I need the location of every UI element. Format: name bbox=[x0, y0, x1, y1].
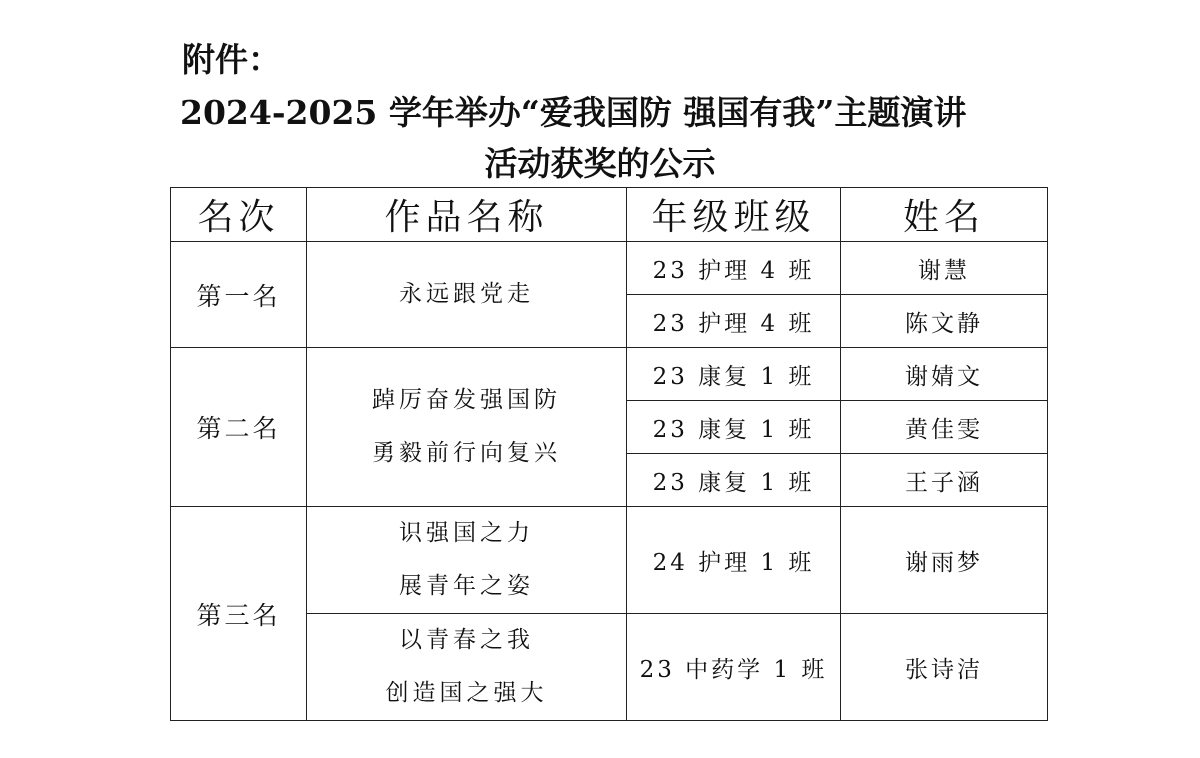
student-name-cell: 陈文静 bbox=[841, 295, 1048, 348]
rank-cell: 第一名 bbox=[171, 242, 307, 348]
class-cell: 23 康复 1 班 bbox=[627, 454, 841, 507]
page-title-line-2: 活动获奖的公示 bbox=[484, 144, 716, 183]
class-cell: 23 护理 4 班 bbox=[627, 242, 841, 295]
student-name-cell: 谢婧文 bbox=[841, 348, 1048, 401]
student-name-cell: 谢慧 bbox=[841, 242, 1048, 295]
page-title-line-1: 2024-2025 学年举办“爱我国防 强国有我”主题演讲 bbox=[180, 93, 967, 132]
table-row bbox=[171, 507, 1048, 614]
rank-cell: 第三名 bbox=[171, 507, 307, 721]
work-title-line: 展青年之姿 bbox=[399, 573, 534, 599]
class-cell: 23 康复 1 班 bbox=[627, 401, 841, 454]
work-title-cell bbox=[307, 507, 627, 614]
table-row bbox=[171, 348, 1048, 401]
work-title-line: 以青春之我 bbox=[399, 627, 534, 653]
rank-cell: 第二名 bbox=[171, 348, 307, 507]
work-title-line: 创造国之强大 bbox=[385, 680, 548, 706]
class-cell: 23 护理 4 班 bbox=[627, 295, 841, 348]
table-row bbox=[171, 242, 1048, 295]
column-header-name: 姓名 bbox=[841, 188, 1048, 242]
attachment-label: 附件： bbox=[182, 40, 281, 79]
class-cell: 23 中药学 1 班 bbox=[627, 614, 841, 721]
table-header-row bbox=[171, 188, 1048, 242]
student-name-cell: 张诗洁 bbox=[841, 614, 1048, 721]
column-header-class: 年级班级 bbox=[627, 188, 841, 242]
column-header-work-title: 作品名称 bbox=[307, 188, 627, 242]
student-name-cell: 谢雨梦 bbox=[841, 507, 1048, 614]
work-title-line: 永远跟党走 bbox=[399, 281, 534, 307]
work-title-line: 识强国之力 bbox=[399, 520, 534, 546]
student-name-cell: 王子涵 bbox=[841, 454, 1048, 507]
work-title-line: 踔厉奋发强国防 bbox=[372, 387, 561, 413]
work-title-cell bbox=[307, 242, 627, 348]
work-title-cell bbox=[307, 614, 627, 721]
awards-table bbox=[170, 187, 1048, 721]
work-title-cell bbox=[307, 348, 627, 507]
class-cell: 23 康复 1 班 bbox=[627, 348, 841, 401]
column-header-rank: 名次 bbox=[171, 188, 307, 242]
class-cell: 24 护理 1 班 bbox=[627, 507, 841, 614]
student-name-cell: 黄佳雯 bbox=[841, 401, 1048, 454]
work-title-line: 勇毅前行向复兴 bbox=[372, 440, 561, 466]
